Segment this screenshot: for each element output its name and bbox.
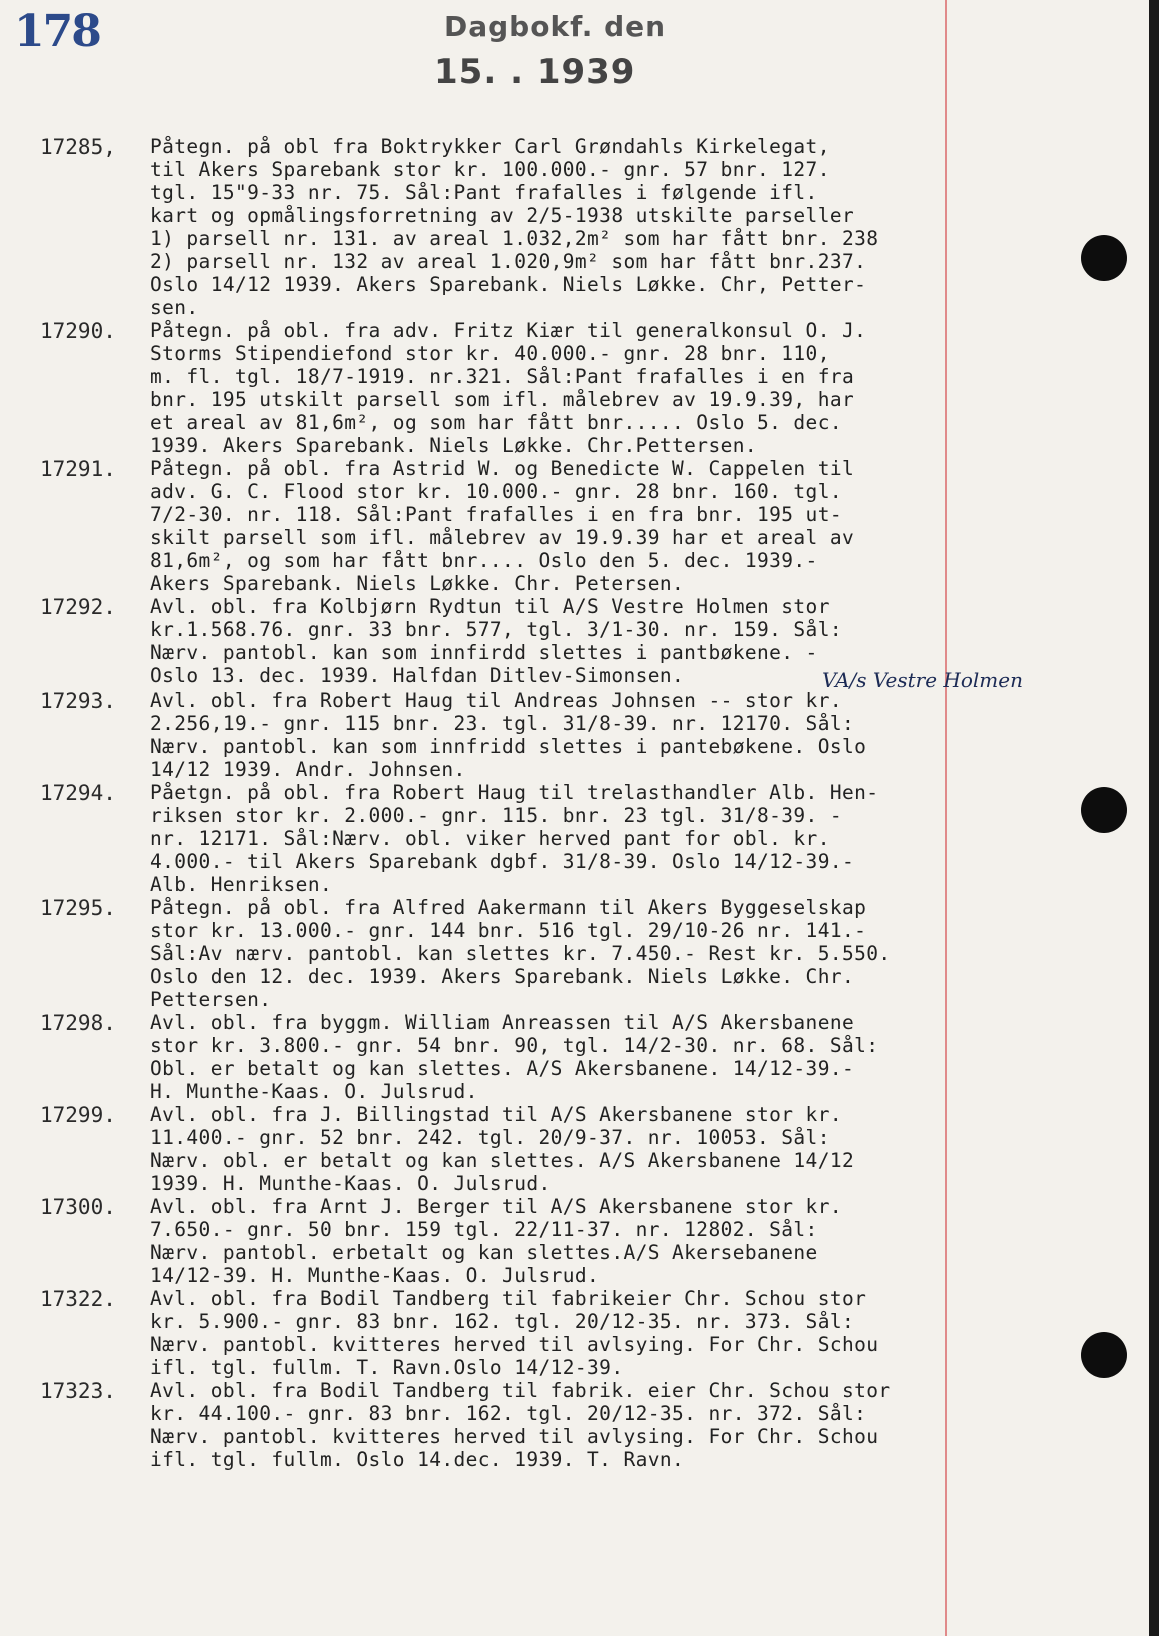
handwritten-margin-note: VA/s Vestre Holmen <box>822 668 1023 692</box>
entry-number: 17292. <box>40 595 116 619</box>
entry-line: adv. G. C. Flood stor kr. 10.000.- gnr. 28 bnr. 160. tgl. <box>150 480 842 503</box>
entry-line: m. fl. tgl. 18/7-1919. nr.321. Sål:Pant frafalles i en fra <box>150 365 855 388</box>
ledger-entry <box>0 1287 945 1379</box>
entry-line: Avl. obl. fra byggm. William Anreassen til A/S Akersbanene <box>150 1011 855 1034</box>
entry-line: Påtegn. på obl fra Boktrykker Carl Grøndahls Kirkelegat, <box>150 135 830 158</box>
entry-line: kart og opmålingsforretning av 2/5-1938 utskilte parseller <box>150 204 855 227</box>
entry-line: Nærv. pantobl. kan som innfirdd slettes i pantbøkene. - <box>150 641 818 664</box>
entry-text <box>150 1287 950 1379</box>
entry-line: ifl. tgl. fullm. Oslo 14.dec. 1939. T. Ravn. <box>150 1448 685 1471</box>
entry-line: Avl. obl. fra Bodil Tandberg til fabrikeier Chr. Schou stor <box>150 1287 867 1310</box>
entry-line: Pettersen. <box>150 988 272 1011</box>
entry-line: til Akers Sparebank stor kr. 100.000.- gnr. 57 bnr. 127. <box>150 158 830 181</box>
entry-line: 2.256,19.- gnr. 115 bnr. 23. tgl. 31/8-39. nr. 12170. Sål: <box>150 712 855 735</box>
entry-number: 17290. <box>40 319 116 343</box>
entry-line: et areal av 81,6m², og som har fått bnr..... Oslo 5. dec. <box>150 411 842 434</box>
ledger-entry <box>0 135 945 319</box>
entry-line: Påetgn. på obl. fra Robert Haug til trelasthandler Alb. Hen- <box>150 781 879 804</box>
entry-text <box>150 319 950 457</box>
entry-line: Nærv. pantobl. kvitteres herved til avlsying. For Chr. Schou <box>150 1333 879 1356</box>
entry-number: 17294. <box>40 781 116 805</box>
entry-line: Nærv. pantobl. kvitteres herved til avlysing. For Chr. Schou <box>150 1425 879 1448</box>
entry-line: kr. 44.100.- gnr. 83 bnr. 162. tgl. 20/12-35. nr. 372. Sål: <box>150 1402 867 1425</box>
entry-line: 1) parsell nr. 131. av areal 1.032,2m² som har fått bnr. 238 <box>150 227 879 250</box>
entry-text <box>150 1011 950 1103</box>
entry-number: 17322. <box>40 1287 116 1311</box>
entry-line: H. Munthe-Kaas. O. Julsrud. <box>150 1080 478 1103</box>
entry-line: 11.400.- gnr. 52 bnr. 242. tgl. 20/9-37. nr. 10053. Sål: <box>150 1126 830 1149</box>
punch-hole-icon <box>1081 1332 1127 1378</box>
entry-line: Påtegn. på obl. fra adv. Fritz Kiær til generalkonsul O. J. <box>150 319 867 342</box>
entry-text <box>150 896 950 1011</box>
entry-line: bnr. 195 utskilt parsell som ifl. målebrev av 19.9.39, har <box>150 388 855 411</box>
entry-line: stor kr. 3.800.- gnr. 54 bnr. 90, tgl. 14/2-30. nr. 68. Sål: <box>150 1034 879 1057</box>
page-number: 178 <box>14 6 100 57</box>
ledger-entry <box>0 896 945 1011</box>
ledger-entry <box>0 319 945 457</box>
entry-line: 7.650.- gnr. 50 bnr. 159 tgl. 22/11-37. nr. 12802. Sål: <box>150 1218 818 1241</box>
entry-number: 17298. <box>40 1011 116 1035</box>
ledger-entry <box>0 1379 945 1471</box>
entry-text <box>150 1195 950 1287</box>
ledger-entry <box>0 1195 945 1287</box>
entry-line: Påtegn. på obl. fra Astrid W. og Benedicte W. Cappelen til <box>150 457 855 480</box>
entry-text <box>150 689 950 781</box>
entry-line: ifl. tgl. fullm. T. Ravn.Oslo 14/12-39. <box>150 1356 624 1379</box>
entry-line: Oslo 14/12 1939. Akers Sparebank. Niels Løkke. Chr, Petter- <box>150 273 867 296</box>
entry-line: 14/12 1939. Andr. Johnsen. <box>150 758 466 781</box>
entry-line: Sål:Av nærv. pantobl. kan slettes kr. 7.450.- Rest kr. 5.550. <box>150 942 891 965</box>
entry-line: 4.000.- til Akers Sparebank dgbf. 31/8-39. Oslo 14/12-39.- <box>150 850 855 873</box>
entry-line: Alb. Henriksen. <box>150 873 333 896</box>
entry-text <box>150 1379 950 1471</box>
entry-number: 17300. <box>40 1195 116 1219</box>
ledger-entry <box>0 689 945 781</box>
ledger-entry <box>0 1103 945 1195</box>
entry-line: Oslo 13. dec. 1939. Halfdan Ditlev-Simonsen. <box>150 664 685 687</box>
ledger-entry <box>0 1011 945 1103</box>
entry-number: 17323. <box>40 1379 116 1403</box>
entry-line: nr. 12171. Sål:Nærv. obl. viker herved pant for obl. kr. <box>150 827 830 850</box>
entry-list <box>0 135 945 1471</box>
entry-line: tgl. 15"9-33 nr. 75. Sål:Pant frafalles i følgende ifl. <box>150 181 818 204</box>
entry-line: Nærv. pantobl. kan som innfridd slettes i pantebøkene. Oslo <box>150 735 867 758</box>
entry-line: Akers Sparebank. Niels Løkke. Chr. Petersen. <box>150 572 685 595</box>
entry-line: Nærv. pantobl. erbetalt og kan slettes.A/S Akersebanene <box>150 1241 818 1264</box>
page-edge <box>1149 0 1159 1636</box>
entry-line: Avl. obl. fra J. Billingstad til A/S Akersbanene stor kr. <box>150 1103 842 1126</box>
entry-line: 1939. Akers Sparebank. Niels Løkke. Chr.Pettersen. <box>150 434 757 457</box>
entry-line: Påtegn. på obl. fra Alfred Aakermann til Akers Byggeselskap <box>150 896 867 919</box>
entry-text <box>150 135 950 319</box>
entry-number: 17295. <box>40 896 116 920</box>
entry-line: Avl. obl. fra Arnt J. Berger til A/S Akersbanene stor kr. <box>150 1195 842 1218</box>
entry-line: Nærv. obl. er betalt og kan slettes. A/S Akersbanene 14/12 <box>150 1149 855 1172</box>
entry-line: Avl. obl. fra Kolbjørn Rydtun til A/S Vestre Holmen stor <box>150 595 830 618</box>
entry-line: 14/12-39. H. Munthe-Kaas. O. Julsrud. <box>150 1264 600 1287</box>
ledger-entry <box>0 595 945 687</box>
entry-text <box>150 457 950 595</box>
entry-number: 17285, <box>40 135 116 159</box>
entry-line: 1939. H. Munthe-Kaas. O. Julsrud. <box>150 1172 551 1195</box>
entry-line: kr.1.568.76. gnr. 33 bnr. 577, tgl. 3/1-30. nr. 159. Sål: <box>150 618 842 641</box>
stamp-date: 15. . 1939 <box>434 52 636 92</box>
punch-hole-icon <box>1081 235 1127 281</box>
entry-number: 17299. <box>40 1103 116 1127</box>
ledger-entry <box>0 457 945 595</box>
entry-line: kr. 5.900.- gnr. 83 bnr. 162. tgl. 20/12-35. nr. 373. Sål: <box>150 1310 855 1333</box>
entry-line: Avl. obl. fra Robert Haug til Andreas Johnsen -- stor kr. <box>150 689 842 712</box>
entry-line: 2) parsell nr. 132 av areal 1.020,9m² som har fått bnr.237. <box>150 250 867 273</box>
entry-line: riksen stor kr. 2.000.- gnr. 115. bnr. 23 tgl. 31/8-39. - <box>150 804 842 827</box>
entry-line: sen. <box>150 296 199 319</box>
entry-text <box>150 1103 950 1195</box>
punch-hole-icon <box>1081 787 1127 833</box>
entry-line: Oslo den 12. dec. 1939. Akers Sparebank. Niels Løkke. Chr. <box>150 965 855 988</box>
entry-line: Obl. er betalt og kan slettes. A/S Akersbanene. 14/12-39.- <box>150 1057 855 1080</box>
entry-text <box>150 781 950 896</box>
entry-line: 7/2-30. nr. 118. Sål:Pant frafalles i en fra bnr. 195 ut- <box>150 503 842 526</box>
entry-line: stor kr. 13.000.- gnr. 144 bnr. 516 tgl. 29/10-26 nr. 141.- <box>150 919 867 942</box>
entry-line: Storms Stipendiefond stor kr. 40.000.- gnr. 28 bnr. 110, <box>150 342 830 365</box>
entry-line: skilt parsell som ifl. målebrev av 19.9.39 har et areal av <box>150 526 855 549</box>
entry-number: 17293. <box>40 689 116 713</box>
ledger-entry <box>0 781 945 896</box>
entry-line: 81,6m², og som har fått bnr.... Oslo den 5. dec. 1939.- <box>150 549 818 572</box>
entry-number: 17291. <box>40 457 116 481</box>
stamp-title: Dagbokf. den <box>444 10 667 43</box>
entry-line: Avl. obl. fra Bodil Tandberg til fabrik. eier Chr. Schou stor <box>150 1379 891 1402</box>
